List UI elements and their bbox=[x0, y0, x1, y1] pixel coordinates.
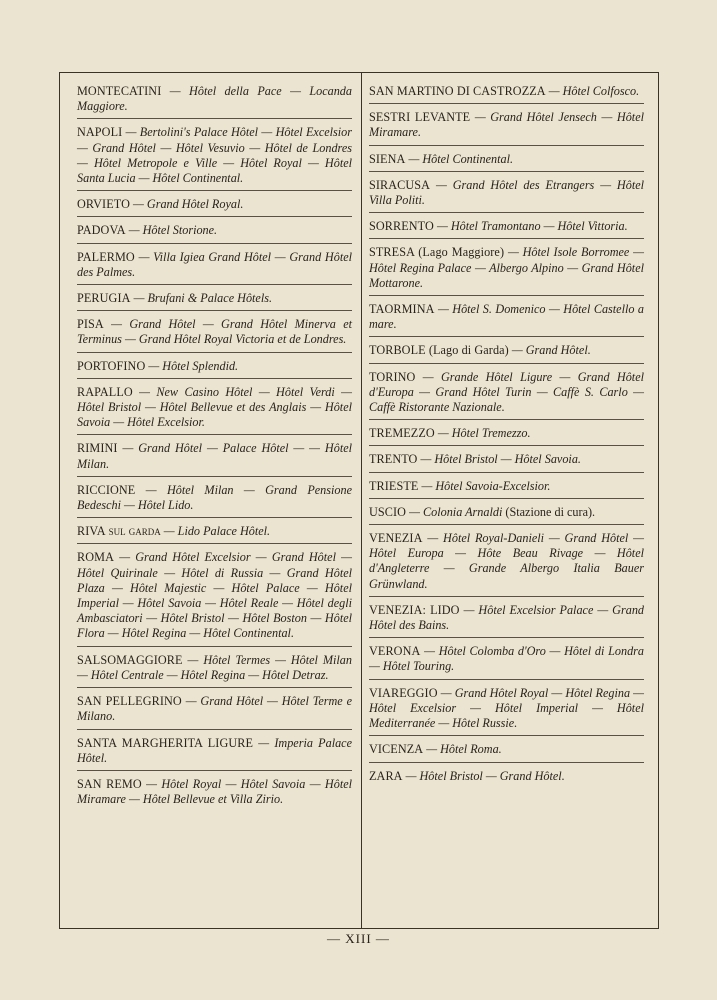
city-name: TORINO bbox=[369, 369, 416, 384]
hotel-list: — Hôtel Bristol — Hôtel Savoia. bbox=[420, 452, 581, 467]
city-name: SAN PELLEGRINO bbox=[77, 694, 182, 709]
hotel-list: — Bertolini's Palace Hôtel — Hôtel Excelsior — Grand Hôtel — Hôtel Vesuvio — Hôtel de Londres — Hôtel Metropole e Ville — Hôtel Royal — Hôtel Santa Lucia — Hôtel Continental. bbox=[77, 125, 353, 186]
hotel-list: — Hôtel della Pace — Locanda Maggiore. bbox=[77, 84, 352, 114]
city-name: PORTOFINO bbox=[77, 358, 146, 373]
city-name: SALSOMAGGIORE bbox=[77, 652, 183, 667]
hotel-entry bbox=[369, 769, 644, 788]
city-name: SAN REMO bbox=[77, 776, 142, 791]
city-name: ZARA bbox=[369, 768, 403, 783]
hotel-list: — Grand Hôtel Jensech — Hôtel Miramare. bbox=[369, 110, 644, 140]
hotel-entry bbox=[77, 250, 352, 285]
city-name: VENEZIA bbox=[369, 531, 423, 546]
city-name: SORRENTO bbox=[369, 219, 434, 234]
city-name: TORBOLE (Lago di Garda) bbox=[369, 343, 509, 358]
city-name: TREMEZZO bbox=[369, 426, 435, 441]
hotel-list: — Hôtel S. Domenico — Hôtel Castello a mare. bbox=[369, 302, 644, 332]
city-name: VERONA bbox=[369, 644, 421, 659]
city-name: USCIO bbox=[369, 504, 407, 519]
city-name: VICENZA bbox=[369, 742, 424, 757]
hotel-entry bbox=[77, 694, 352, 729]
hotel-list: — Villa Igiea Grand Hôtel — Grand Hôtel des Palmes. bbox=[77, 249, 352, 279]
city-name: SAN MARTINO DI CASTROZZA bbox=[369, 84, 546, 98]
city-name: NAPOLI bbox=[77, 125, 123, 140]
entry-note: (Stazione di cura). bbox=[505, 504, 596, 519]
hotel-list: — Hôtel Colfosco. bbox=[548, 84, 640, 98]
hotel-list: — Hôtel Continental. bbox=[408, 151, 514, 166]
hotel-entry bbox=[77, 291, 352, 311]
hotel-entry bbox=[77, 653, 352, 688]
hotel-list: — Lido Palace Hôtel. bbox=[163, 524, 271, 539]
hotel-entry bbox=[369, 84, 644, 104]
hotel-entry bbox=[369, 742, 644, 762]
hotel-entry bbox=[369, 531, 644, 597]
hotel-list: — Imperia Palace Hôtel. bbox=[77, 735, 352, 765]
hotel-entry bbox=[77, 524, 352, 544]
hotel-entry bbox=[369, 370, 644, 421]
hotel-entry bbox=[77, 777, 352, 811]
hotel-list: — Grand Hôtel Excelsior — Grand Hôtel — Hôtel Quirinale — Hôtel di Russia — Grand Hôtel Plaza — Hôtel Majestic — Hôtel Palace — Hôtel Imperial — Hôtel Savoia — Hôtel Reale — Hôtel degli Ambasciatori — Hôtel Bristol — Hôtel Boston — Hôtel Flora — Hôtel Regina — Hôtel Continental. bbox=[77, 550, 353, 641]
hotel-entry bbox=[369, 479, 644, 499]
city-name: SIRACUSA bbox=[369, 177, 431, 192]
hotel-list: — New Casino Hôtel — Hôtel Verdi — Hôtel Bristol — Hôtel Bellevue et des Anglais — Hôtel Savoia — Hôtel Excelsior. bbox=[77, 384, 352, 430]
hotel-list: — Grand Hôtel. bbox=[511, 343, 591, 358]
city-name: TAORMINA bbox=[369, 302, 435, 317]
hotel-entry bbox=[77, 385, 352, 436]
hotel-entry bbox=[369, 452, 644, 472]
hotel-list: — Hôtel Termes — Hôtel Milan — Hôtel Centrale — Hôtel Regina — Hôtel Detraz. bbox=[77, 652, 352, 682]
column-divider bbox=[361, 72, 362, 929]
city-name: RIMINI bbox=[77, 441, 118, 456]
hotel-entry bbox=[77, 317, 352, 352]
city-name: ROMA bbox=[77, 550, 114, 565]
hotel-entry bbox=[369, 219, 644, 239]
hotel-list: — Hôtel Royal-Danieli — Grand Hôtel — Hôtel Europa — Hôte Beau Rivage — Hôtel d'Angleterre — Grande Albergo Italia Bauer Grünwland. bbox=[369, 531, 644, 591]
hotel-list: — Colonia Arnaldi bbox=[409, 504, 503, 519]
city-name: PISA bbox=[77, 317, 104, 332]
city-name: TRIESTE bbox=[369, 478, 419, 493]
right-column bbox=[369, 84, 644, 794]
city-name: STRESA (Lago Maggiore) bbox=[369, 245, 505, 260]
hotel-entry bbox=[77, 84, 352, 119]
hotel-entry bbox=[369, 245, 644, 296]
hotel-list: — Hôtel Royal — Hôtel Savoia — Hôtel Miramare — Hôtel Bellevue et Villa Zirio. bbox=[77, 776, 353, 807]
hotel-entry bbox=[369, 686, 644, 737]
hotel-entry bbox=[77, 223, 352, 243]
hotel-entry bbox=[369, 603, 644, 638]
hotel-list: — Hôtel Tramontano — Hôtel Vittoria. bbox=[436, 219, 628, 234]
hotel-entry bbox=[369, 343, 644, 363]
hotel-list: — Grand Hôtel Royal — Hôtel Regina — Hôtel Excelsior — Hôtel Imperial — Hôtel Mediterranée — Hôtel Russie. bbox=[369, 685, 644, 731]
hotel-entry bbox=[77, 197, 352, 217]
hotel-list: — Grand Hôtel — Palace Hôtel — — Hôtel Milan. bbox=[77, 441, 352, 471]
city-name: RAPALLO bbox=[77, 384, 133, 399]
city-name: PALERMO bbox=[77, 249, 135, 264]
hotel-entry bbox=[77, 736, 352, 771]
hotel-list: — Grande Hôtel Ligure — Grand Hôtel d'Europa — Grand Hôtel Turin — Caffè S. Carlo — Caffè Ristorante Nazionale. bbox=[369, 369, 644, 415]
city-name: VENEZIA: LIDO bbox=[369, 602, 460, 617]
hotel-list: — Grand Hôtel Royal. bbox=[133, 197, 244, 212]
city-name: RICCIONE bbox=[77, 482, 136, 497]
hotel-entry bbox=[77, 125, 352, 191]
hotel-list: — Hôtel Splendid. bbox=[148, 358, 239, 373]
hotel-list: — Hôtel Excelsior Palace — Grand Hôtel des Bains. bbox=[369, 602, 645, 633]
hotel-entry bbox=[77, 359, 352, 379]
city-name: SANTA MARGHERITA LIGURE bbox=[77, 735, 254, 750]
hotel-entry bbox=[369, 178, 644, 213]
hotel-list: — Grand Hôtel — Grand Hôtel Minerva et Terminus — Grand Hôtel Royal Victoria et de Londres. bbox=[77, 317, 353, 347]
city-name: VIAREGGIO bbox=[369, 685, 438, 700]
hotel-list: — Hôtel Roma. bbox=[426, 742, 502, 757]
hotel-list: — Hôtel Isole Borromee — Hôtel Regina Palace — Albergo Alpino — Grand Hôtel Mottarone. bbox=[369, 245, 645, 290]
city-name: MONTECATINI bbox=[77, 84, 162, 98]
hotel-list: — Hôtel Tremezzo. bbox=[437, 426, 531, 441]
hotel-entry bbox=[77, 441, 352, 476]
city-name: PADOVA bbox=[77, 223, 126, 238]
hotel-entry bbox=[369, 110, 644, 145]
city-name: SESTRI LEVANTE bbox=[369, 110, 471, 125]
hotel-entry bbox=[369, 152, 644, 172]
hotel-list: — Hôtel Milan — Grand Pensione Bedeschi — Hôtel Lido. bbox=[77, 482, 352, 513]
hotel-list: — Hôtel Storione. bbox=[128, 223, 218, 238]
hotel-list: — Grand Hôtel — Hôtel Terme e Milano. bbox=[77, 694, 352, 724]
hotel-entry bbox=[77, 483, 352, 518]
hotel-list: — Hôtel Bristol — Grand Hôtel. bbox=[405, 768, 565, 783]
hotel-list: — Grand Hôtel des Etrangers — Hôtel Villa Politi. bbox=[369, 177, 645, 208]
city-suffix: sul garda bbox=[108, 524, 161, 539]
city-name: PERUGIA bbox=[77, 291, 131, 306]
city-name: SIENA bbox=[369, 151, 406, 166]
hotel-entry bbox=[369, 505, 644, 525]
hotel-entry bbox=[77, 550, 352, 646]
hotel-list: — Hôtel Savoia-Excelsior. bbox=[421, 478, 551, 493]
city-name: ORVIETO bbox=[77, 197, 130, 212]
page-number: — XIII — bbox=[327, 931, 390, 946]
hotel-entry bbox=[369, 302, 644, 337]
hotel-entry bbox=[369, 426, 644, 446]
left-column bbox=[77, 84, 352, 817]
city-name: RIVA bbox=[77, 524, 106, 539]
hotel-list: — Hôtel Colomba d'Oro — Hôtel di Londra — Hôtel Touring. bbox=[369, 644, 645, 674]
hotel-list: — Brufani & Palace Hôtels. bbox=[133, 291, 273, 306]
hotel-entry bbox=[369, 644, 644, 679]
city-name: TRENTO bbox=[369, 452, 418, 467]
